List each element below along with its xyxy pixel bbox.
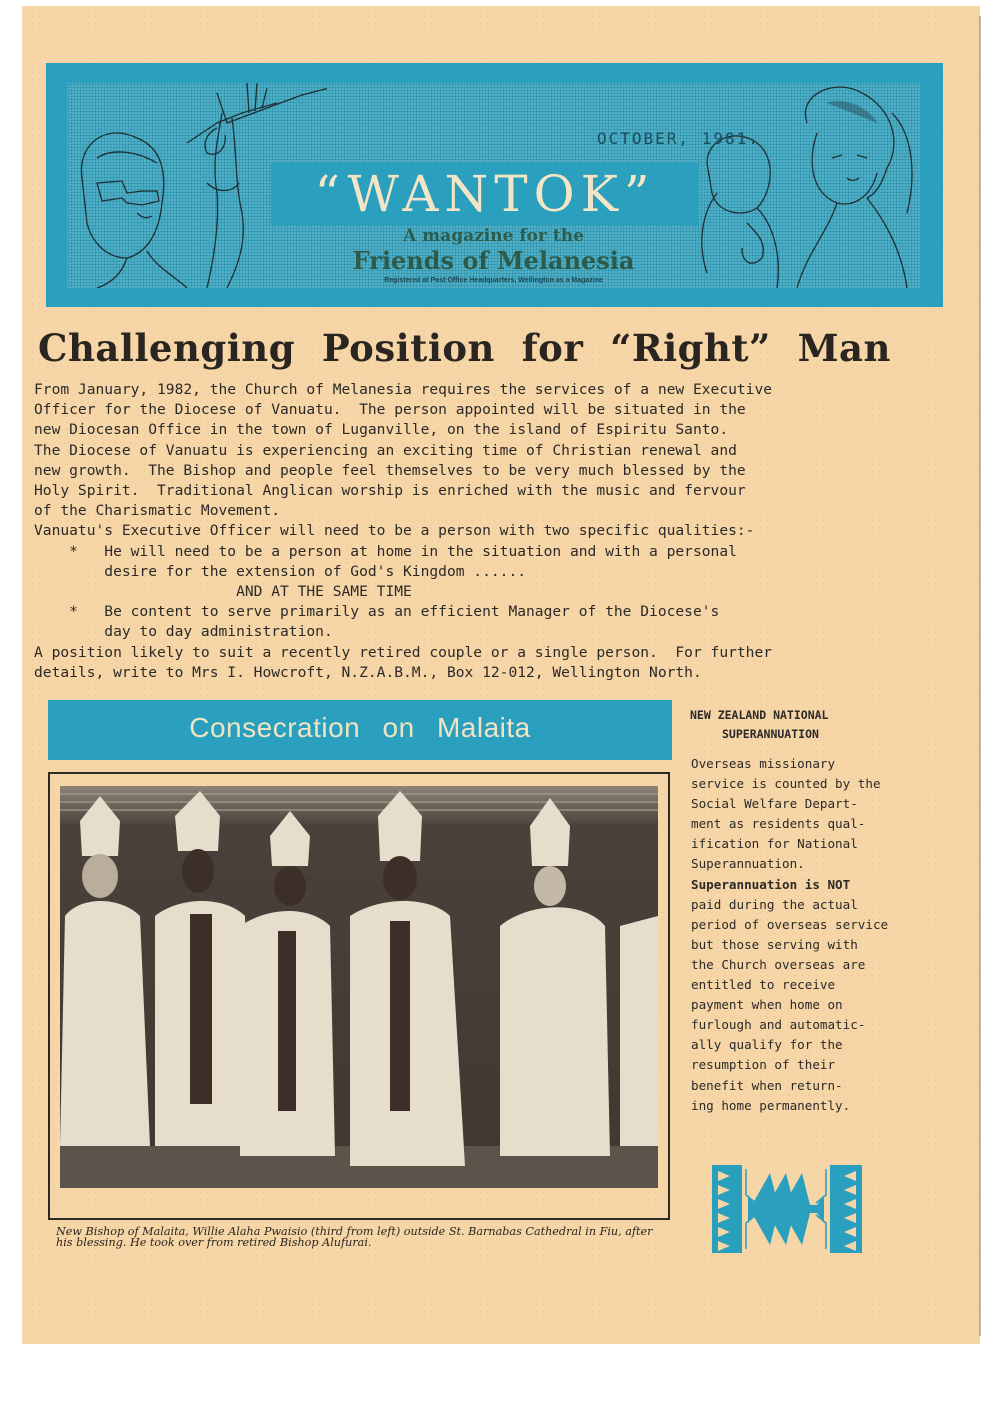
masthead-panel [67, 83, 920, 288]
sidebar-line: period of overseas service [691, 916, 889, 932]
body-line: AND AT THE SAME TIME [34, 583, 412, 601]
sidebar-line: Social Welfare Depart- [691, 796, 858, 812]
body-line: Vanuatu's Executive Officer will need to be a person with two specific qualities:- [34, 522, 755, 540]
masthead [46, 63, 943, 307]
bullet-line: * Be content to serve primarily as an efficient Manager of the Diocese's [34, 603, 720, 621]
bishops-photo-image [60, 786, 658, 1188]
sidebar-heading-line2: SUPERANNUATION [722, 727, 819, 741]
photo-frame [48, 772, 670, 1220]
body-line: From January, 1982, the Church of Melanesia requires the services of a new Executive [34, 381, 773, 398]
issue-date: OCTOBER, 1981. [597, 129, 760, 148]
bishops-photo [60, 786, 658, 1188]
bullet-line: desire for the extension of God's Kingdom ...... [34, 562, 527, 580]
page-edge [979, 16, 981, 1336]
bullet-line: * He will need to be a person at home in the situation and with a personal [34, 542, 737, 560]
body-line: Holy Spirit. Traditional Anglican worship is enriched with the music and fervour [34, 482, 746, 500]
sidebar-line: entitled to receive [691, 977, 836, 993]
body-line: of the Charismatic Movement. [34, 502, 281, 520]
sidebar-line: ification for National [691, 836, 858, 852]
body-line: new growth. The Bishop and people feel themselves to be very much blessed by the [34, 461, 746, 479]
article-body [34, 380, 914, 683]
bullet-line: day to day administration. [34, 623, 333, 641]
sidebar-line: the Church overseas are [691, 956, 866, 972]
article-headline: Challenging Position for “Right” Man [38, 326, 891, 370]
sidebar-line: benefit when return- [691, 1077, 843, 1093]
sidebar-line: service is counted by the [691, 776, 881, 792]
sidebar-line: paid during the actual [691, 896, 858, 912]
masthead-title-box [271, 163, 699, 225]
section-banner [48, 700, 672, 760]
sidebar-line: resumption of their [691, 1057, 836, 1073]
masthead-tagline: A magazine for the [403, 226, 584, 246]
sidebar-heading [690, 706, 910, 744]
sidebar-line: furlough and automatic- [691, 1017, 866, 1033]
photo-caption: New Bishop of Malaita, Willie Alaha Pwaisio (third from left) outside St. Barnabas Cathedral in Fiu, after his blessing. He took over from retired Bishop Alufurai. [56, 1225, 653, 1249]
body-line: Officer for the Diocese of Vanuatu. The person appointed will be situated in the [34, 401, 746, 419]
sidebar-line: payment when home on [691, 997, 843, 1013]
body-line: details, write to Mrs I. Howcroft, N.Z.A.B.M., Box 12-012, Wellington North. [34, 663, 702, 681]
sidebar-line: ally qualify for the [691, 1037, 843, 1053]
body-line: new Diocesan Office in the town of Luganville, on the island of Espiritu Santo. [34, 421, 729, 439]
sidebar-line: but those serving with [691, 936, 858, 952]
body-line: The Diocese of Vanuatu is experiencing an exciting time of Christian renewal and [34, 441, 737, 459]
sidebar-body [691, 754, 911, 1116]
sidebar-line: Superannuation is NOT [691, 876, 851, 892]
sidebar-line: ment as residents qual- [691, 816, 866, 832]
body-line: A position likely to suit a recently retired couple or a single person. For further [34, 643, 773, 661]
masthead-subtitle: Friends of Melanesia [352, 246, 635, 275]
sidebar-line: ing home permanently. [691, 1097, 851, 1113]
sidebar-line: Overseas missionary [691, 756, 836, 771]
melanesian-motif-icon [712, 1165, 862, 1253]
section-banner-title: Consecration on Malaita [189, 712, 531, 743]
sidebar-heading-line1: NEW ZEALAND NATIONAL [690, 708, 829, 722]
masthead-title: “WANTOK” [314, 165, 656, 223]
registration-notice: Registered at Post Office Headquarters, Wellington as a Magazine [384, 277, 603, 284]
sidebar-line: Superannuation. [691, 856, 805, 872]
